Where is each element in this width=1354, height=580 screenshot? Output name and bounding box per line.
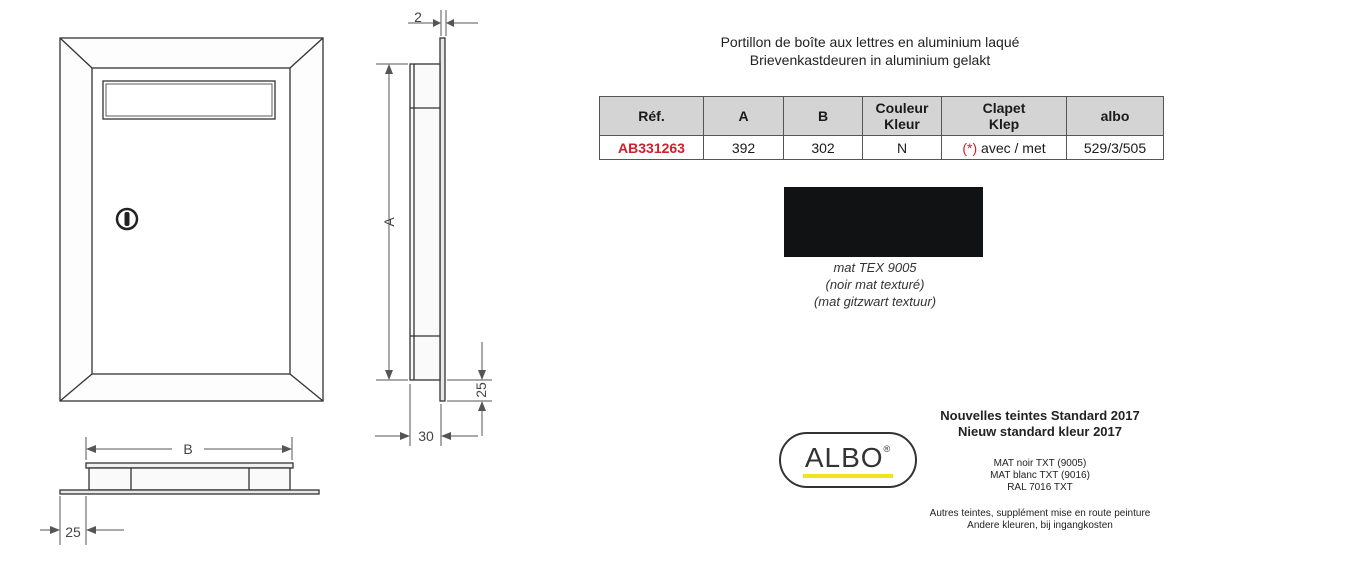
flap-text: avec / met <box>977 139 1046 156</box>
cell-b: 302 <box>784 136 863 160</box>
color-swatch <box>784 187 983 257</box>
list-item: MAT blanc TXT (9016) <box>990 470 1090 481</box>
cell-flap <box>942 136 1067 160</box>
col-b: B <box>784 97 863 136</box>
cell-albo: 529/3/505 <box>1067 136 1164 160</box>
swatch-line-1: mat TEX 9005 <box>833 260 917 275</box>
note-dutch: Andere kleuren, bij ingangkosten <box>967 520 1113 531</box>
albo-logo <box>779 432 917 488</box>
cell-color: N <box>863 136 942 160</box>
spec-header-row <box>600 97 1164 136</box>
col-color: Couleur Kleur <box>863 97 942 136</box>
standard-title-french: Nouvelles teintes Standard 2017 <box>940 408 1140 423</box>
col-albo: albo <box>1067 97 1164 136</box>
title-dutch: Brievenkastdeuren in aluminium gelakt <box>749 52 991 68</box>
swatch-line-3: (mat gitzwart textuur) <box>813 294 937 309</box>
dim-a-label: A <box>381 217 397 227</box>
cell-a: 392 <box>704 136 784 160</box>
list-item: RAL 7016 TXT <box>1007 482 1073 493</box>
col-ref: Réf. <box>600 97 704 136</box>
logo-text: ALBO® <box>804 442 892 473</box>
col-flap: Clapet Klep <box>942 97 1067 136</box>
list-item: MAT noir TXT (9005) <box>993 458 1087 469</box>
logo-underline <box>803 474 893 478</box>
col-a: A <box>704 97 784 136</box>
front-view <box>60 38 323 401</box>
dim-bottom-depth-label: 25 <box>65 524 81 540</box>
standard-colors-list <box>960 458 1120 494</box>
bottom-view <box>60 463 319 494</box>
technical-drawing <box>0 0 600 580</box>
dim-b-label: B <box>183 441 193 457</box>
dim-frame-height-label: 25 <box>473 382 489 398</box>
note-french: Autres teintes, supplément mise en route peinture <box>929 508 1151 519</box>
standard-title-dutch: Nieuw standard kleur 2017 <box>957 424 1122 439</box>
cell-ref: AB331263 <box>600 136 704 160</box>
table-row <box>600 136 1164 160</box>
flap-asterisk: (*) <box>962 139 978 156</box>
title-french: Portillon de boîte aux lettres en aluminium laqué <box>720 34 1020 50</box>
dim-depth-label: 30 <box>418 428 434 444</box>
other-colors-note <box>900 508 1180 532</box>
standard-colors-title <box>900 408 1180 440</box>
spec-table <box>599 96 1164 160</box>
lock-icon <box>117 209 137 229</box>
swatch-line-2: (noir mat texturé) <box>825 277 925 292</box>
swatch-caption <box>784 259 966 310</box>
dim-thickness-label: 2 <box>414 9 422 25</box>
product-title <box>640 33 1100 69</box>
side-view <box>410 38 445 401</box>
